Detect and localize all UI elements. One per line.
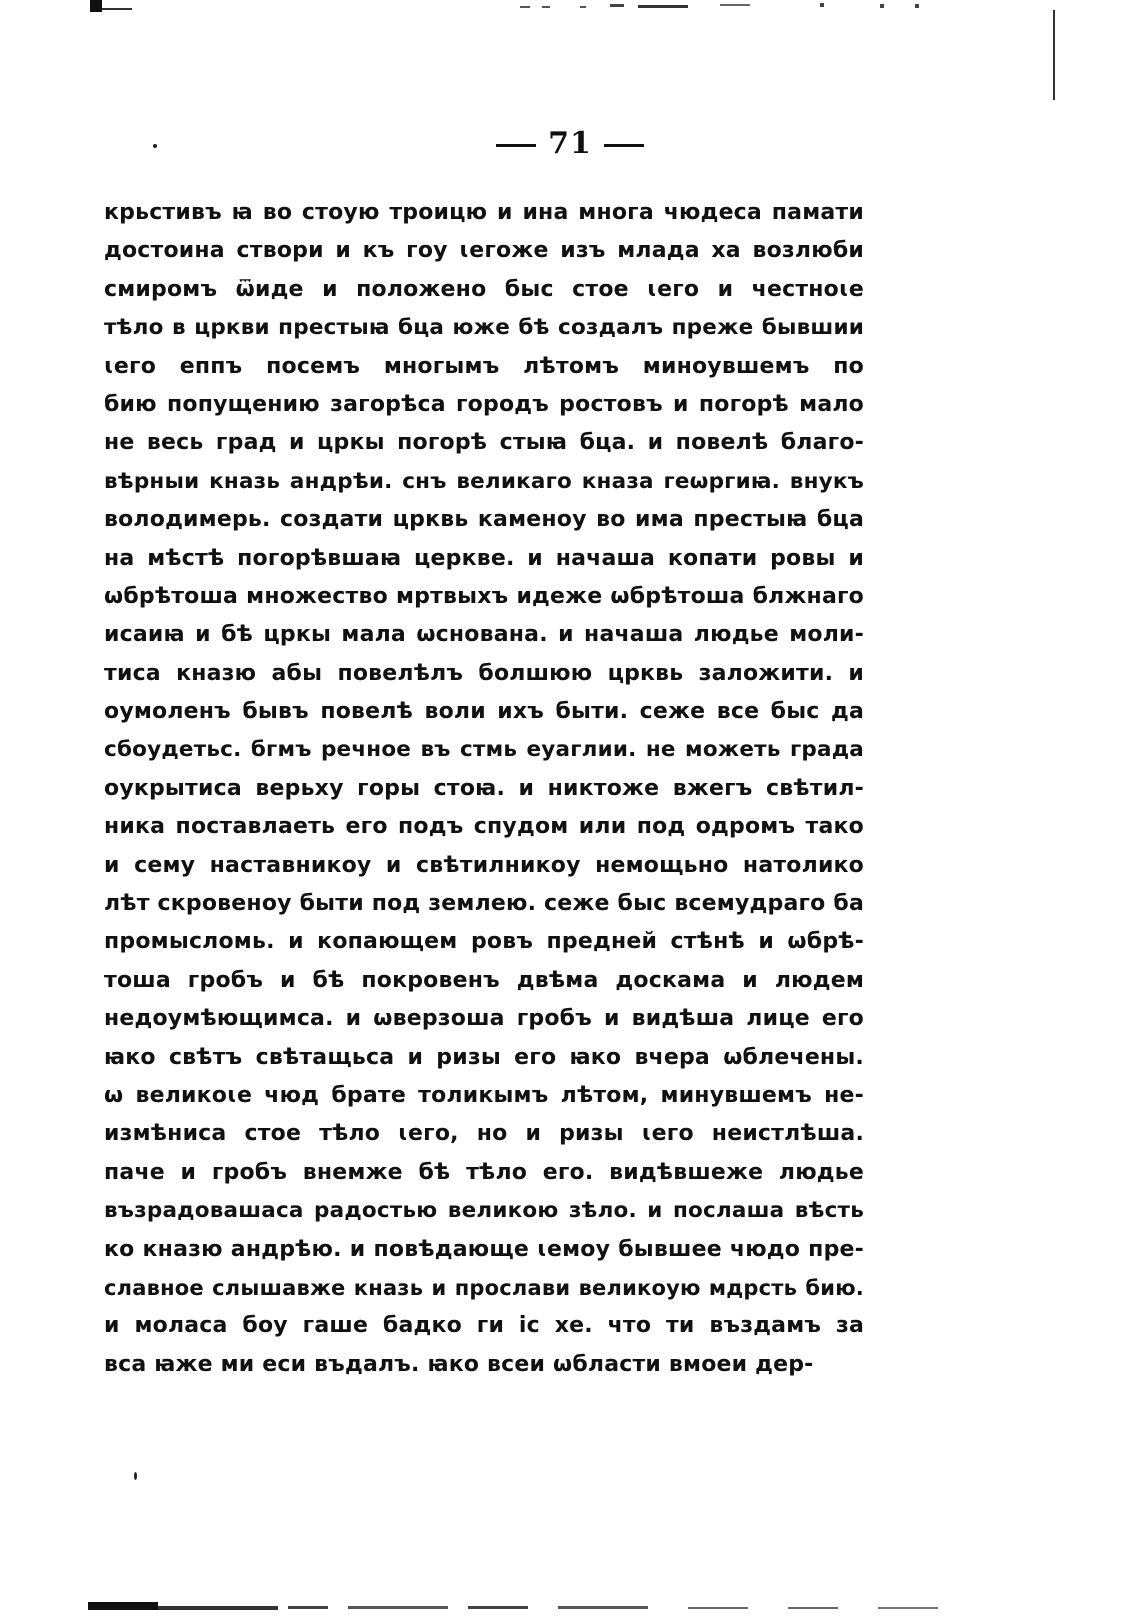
text-line: вѣрныи кназь андрѣи. снъ великаго кназа геѡргиꙗ. внукъ — [104, 468, 864, 494]
text-line: ника поставлаеть его подъ спудом или под одромъ тако — [104, 814, 864, 840]
text-line: паче и гробъ внемже бѣ тѣло его. видѣвшеже людье — [104, 1159, 864, 1185]
text-line: ꙇего еппъ посемъ многымъ лѣтомъ миноувшемъ по — [104, 353, 864, 379]
page-body-text — [104, 194, 864, 1384]
text-line: ѡ великоꙇе чюд брате толикымъ лѣтом, минувшемъ не- — [104, 1082, 864, 1108]
text-line: промысломь. и копающем ровъ предней стѣнѣ и ѡбрѣ- — [104, 929, 864, 955]
text-line: тиса кназю абы повелѣлъ болшюю црквь заложити. и — [104, 660, 864, 686]
scan-page-edge — [1050, 10, 1058, 100]
text-line: достоина створи и къ гоу ꙇегоже изъ млада ха возлюби — [104, 238, 864, 264]
text-line: бию попущению загорѣса городъ ростовъ и погорѣ мало — [104, 391, 864, 417]
text-line: смиромъ ѿиде и положено быс стое ꙇего и честноꙇе — [104, 276, 864, 302]
stray-dot — [134, 1472, 137, 1480]
page-number-value: 71 — [548, 126, 592, 161]
text-line: тѣло в цркви престыꙗ бца юже бѣ создалъ преже бывшии — [104, 315, 864, 341]
text-line: крьстивъ ꙗ во стоую троицю и ина многа чюдеса памати — [104, 200, 864, 225]
text-line: оукрытиса верьху горы стоꙗ. и никтоже вжегъ свѣтил- — [104, 775, 864, 801]
text-line: оумоленъ бывъ повелѣ воли ихъ быти. сеже все быс да — [104, 699, 864, 725]
text-line: на мѣстѣ погорѣвшаꙗ церкве. и начаша копати ровы и — [104, 545, 864, 571]
text-line: ко кназю андрѣю. и повѣдающе ꙇемоу бывшее чюдо пре- — [104, 1236, 864, 1262]
text-line: сбоудетьс. бгмъ речное въ стмь еуаглии. не можеть града — [104, 737, 864, 763]
page-number-dash-right — [604, 144, 644, 147]
text-line: тоша гробъ и бѣ покровенъ двѣма доскама и людем — [104, 967, 864, 993]
text-line: володимерь. создати црквь каменоу во има престыꙗ бца — [104, 507, 864, 533]
scan-smudge-bottom — [88, 1598, 1088, 1616]
text-line: лѣт скровеноу быти под землею. сеже быс всемудраго ба — [104, 891, 864, 917]
text-line: недоумѣющимса. и ѡверзоша гробъ и видѣша лице его — [104, 1006, 864, 1032]
text-line: и сему наставникоу и свѣтилникоу немощьно натолико — [104, 852, 864, 878]
text-line: ѡбрѣтоша множество мртвыхъ идеже ѡбрѣтоша блжнаго — [104, 583, 864, 609]
text-line: измѣниса стое тѣло ꙇего, но и ризы ꙇего неистлѣша. — [104, 1121, 864, 1147]
text-line: вса ꙗже ми еси въдалъ. ꙗко всеи ѡбласти вмоеи дер- — [104, 1351, 814, 1377]
scan-smudge-top-left — [90, 0, 132, 14]
scan-smudge-top-right — [520, 0, 950, 10]
text-line: възрадовашаса радостью великою зѣло. и послаша вѣсть — [104, 1198, 864, 1224]
text-line: не весь град и цркы погорѣ стыꙗ бца. и повелѣ благо- — [104, 430, 864, 456]
text-line: славное слышавже кназь и прослави великоую мдрсть бию. — [104, 1275, 864, 1300]
text-line: и моласа боу гаше бадко ги ic хе. что ти въздамъ за — [104, 1313, 864, 1339]
page-number — [0, 126, 1140, 161]
text-line: ꙗко свѣтъ свѣтащьса и ризы его ꙗко вчера ѡблечены. — [104, 1044, 864, 1070]
text-line: исаиꙗ и бѣ цркы мала ѡснована. и начаша людье моли- — [104, 622, 864, 648]
page-number-dash-left — [496, 144, 536, 147]
